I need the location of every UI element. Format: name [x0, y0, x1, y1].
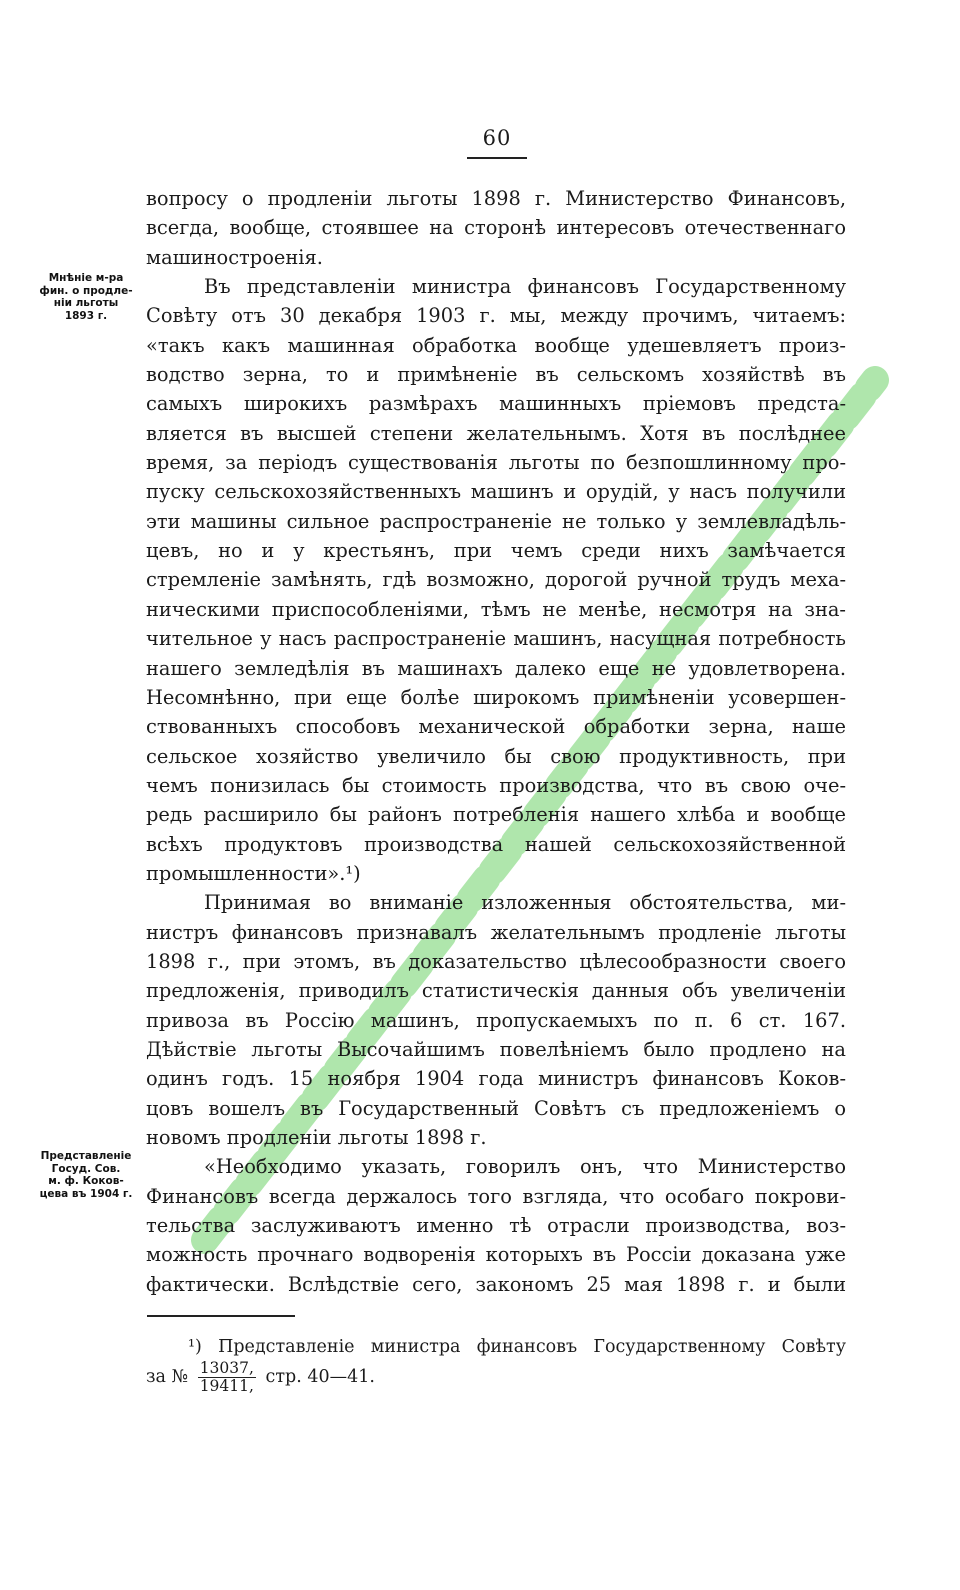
margin-note-line: Госуд. Сов. — [51, 1162, 121, 1175]
footnote-pages: стр. 40—41. — [265, 1367, 375, 1387]
text-line: 1898 г., при этомъ, въ доказательство цѣлесообразности своего — [146, 949, 846, 973]
page-number: 60 — [482, 126, 512, 150]
footnote-prefix: за № — [146, 1367, 189, 1387]
text-line: Несомнѣнно, при еще болѣе широкомъ примѣненіи усовершен- — [146, 685, 846, 709]
text-line: новомъ продленіи льготы 1898 г. — [146, 1126, 487, 1149]
footnote-reference-line — [146, 1360, 846, 1395]
document-number-fraction — [198, 1360, 256, 1395]
text-line: Принимая во вниманіе изложенныя обстоятельства, ми- — [204, 891, 846, 915]
text-line: предложенія, приводилъ статистическія данныя объ увеличеніи — [146, 979, 846, 1003]
text-line: время, за періодъ существованія льготы по безпошлинному про- — [146, 451, 846, 475]
margin-note-minister-opinion — [24, 272, 148, 322]
text-line: вляется въ высшей степени желательнымъ. Хотя въ послѣднее — [146, 421, 846, 445]
text-line: «такъ какъ машинная обработка вообще удешевляетъ произ- — [146, 333, 846, 357]
margin-note-line: цева въ 1904 г. — [39, 1187, 133, 1200]
margin-note-line: Представленіе — [40, 1150, 132, 1162]
text-line: нистръ финансовъ признавалъ желательнымъ продленіе льготы — [146, 920, 846, 944]
text-line: Финансовъ всегда держалось того взгляда, что особаго покрови- — [146, 1184, 846, 1208]
footnote-line: ¹) Представленіе министра финансовъ Государственному Совѣту — [188, 1337, 846, 1357]
margin-note-line: 1893 г. — [64, 309, 108, 322]
text-line: ствованныхъ способовъ механической обработки зерна, наше — [146, 715, 846, 739]
footnote-separator — [147, 1315, 295, 1317]
page-number-underline — [467, 157, 527, 159]
text-line: пуску сельскохозяйственныхъ машинъ и орудій, у насъ получили — [146, 480, 846, 504]
text-line: стремленіе замѣнять, гдѣ возможно, дорогой ручной трудъ меха- — [146, 568, 846, 592]
text-line: привоза въ Россію машинъ, пропускаемыхъ по п. 6 ст. 167. — [146, 1008, 846, 1032]
text-line: машиностроенія. — [146, 245, 323, 269]
margin-note-kokovtsov-proposal — [24, 1150, 148, 1200]
body-text — [146, 184, 846, 1299]
text-line: сельское хозяйство увеличило бы свою продуктивность, при — [146, 744, 846, 768]
fraction-denominator: 19411, — [199, 1377, 254, 1395]
margin-note-line: м. ф. Коков- — [48, 1175, 124, 1187]
text-line: Совѣту отъ 30 декабря 1903 г. мы, между прочимъ, читаемъ: — [146, 304, 846, 328]
text-line: редь расширило бы районъ потребленія нашего хлѣба и вообще — [146, 803, 846, 827]
text-line: цевъ, но и у крестьянъ, при чемъ среди нихъ замѣчается — [146, 539, 846, 563]
text-line: одинъ годъ. 15 ноября 1904 года министръ финансовъ Коков- — [146, 1067, 846, 1091]
text-line: всѣхъ продуктовъ производства нашей сельскохозяйственной — [146, 832, 846, 856]
fraction-numerator: 13037, — [199, 1359, 254, 1377]
text-line: чемъ понизилась бы стоимость производства, что въ свою оче- — [146, 773, 846, 797]
margin-note-line: фин. о продле- — [39, 284, 133, 297]
text-line: промышленности».¹) — [146, 861, 361, 885]
text-line: всегда, вообще, стоявшее на сторонѣ интересовъ отечественнаго — [146, 216, 846, 240]
text-line: самыхъ широкихъ размѣрахъ машинныхъ пріемовъ предста- — [146, 392, 846, 416]
text-line: тельства заслуживаютъ именно тѣ отрасли производства, воз- — [146, 1214, 846, 1238]
margin-note-line: ніи льготы — [53, 297, 119, 309]
text-line: вопросу о продленіи льготы 1898 г. Министерство Финансовъ, — [146, 187, 846, 210]
text-line: чительное у насъ распространеніе машинъ, насущная потребность — [146, 627, 846, 651]
text-line: фактически. Вслѣдствіе сего, закономъ 25 мая 1898 г. и были — [146, 1272, 846, 1296]
margin-note-line: Мнѣніе м-ра — [48, 272, 124, 284]
text-line: цовъ вошелъ въ Государственный Совѣтъ съ предложеніемъ о — [146, 1096, 846, 1120]
text-line: эти машины сильное распространеніе не только у землевладѣль- — [146, 509, 846, 533]
text-line: нашего земледѣлія въ машинахъ далеко еще не удовлетворена. — [146, 656, 846, 680]
text-line: «Необходимо указать, говорилъ онъ, что Министерство — [204, 1155, 846, 1179]
text-line: Въ представленіи министра финансовъ Государственному — [204, 275, 846, 299]
footnote — [146, 1334, 846, 1395]
text-line: водство зерна, то и примѣненіе въ сельскомъ хозяйствѣ въ — [146, 363, 846, 387]
text-line: ническими приспособленіями, тѣмъ не менѣе, несмотря на зна- — [146, 597, 846, 621]
text-line: можность прочнаго водворенія которыхъ въ Россіи доказана уже — [146, 1243, 846, 1267]
text-line: Дѣйствіе льготы Высочайшимъ повелѣніемъ было продлено на — [146, 1037, 846, 1061]
